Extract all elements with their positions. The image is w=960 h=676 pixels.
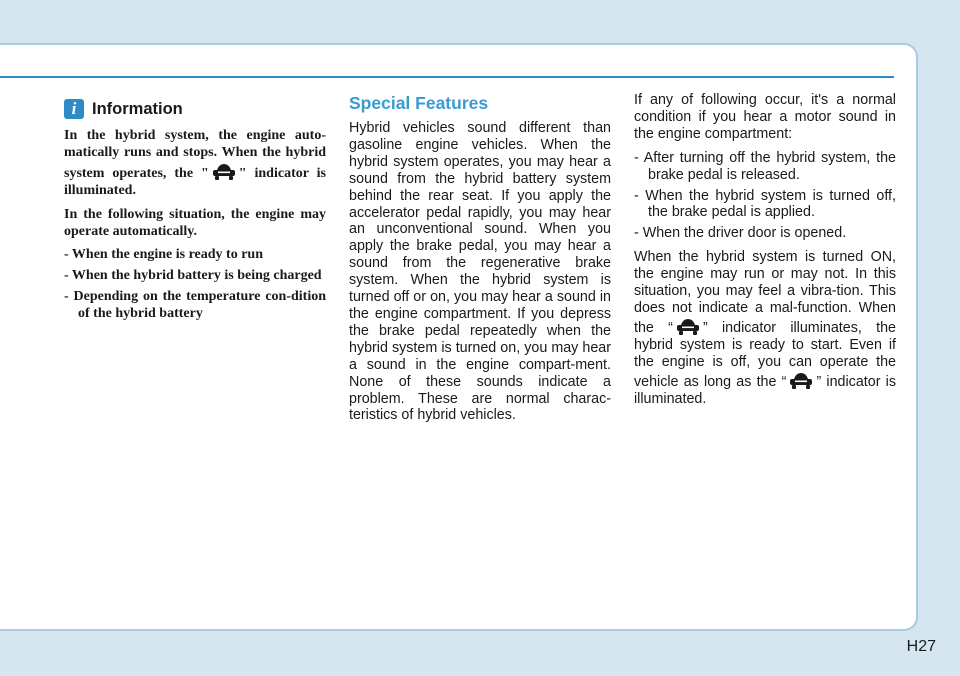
motor-sound-item: - When the driver door is opened. [634,225,847,242]
special-features-section [349,92,611,431]
info-p1-before: In the hybrid system, the engine auto-matically runs and stops. When the hybrid system operates, the " [64,128,326,181]
information-box [64,92,326,330]
motor-sound-list [634,150,896,243]
engine-run-paragraph [634,249,896,407]
info-icon: i [64,99,84,119]
info-list-item: - When the engine is ready to run [64,247,263,263]
motor-sound-item: - After turning off the hybrid system, the brake pedal is released. [634,149,896,183]
ready-indicator-icon [788,371,814,391]
motor-sound-intro: If any of following occur, it's a normal condition if you hear a motor sound in the engine compartment: [634,92,896,142]
section-title: Special Features [349,93,489,113]
engine-run-part-3: ” indicator is illuminated. [634,373,896,407]
info-list [64,247,326,323]
motor-sound-item: - When the hybrid system is turned off, the brake pedal is applied. [634,187,896,221]
engine-run-part-1: When the hybrid system is turned ON, the engine may run or may not. In this situation, you may feel a vibra-tion. This does not indicate a mal-function. When the “ [634,249,896,336]
page-number: H27 [906,638,936,655]
info-list-item: - When the hybrid battery is being charged [64,268,322,284]
engine-run-part-2: ” indicator illuminates, the hybrid system is ready to start. Even if the engine is off, you can operate the vehicle as long as the “ [634,319,897,390]
info-p1-after: " indicator is illuminated. [64,165,326,198]
info-paragraph-2: In the following situation, the engine may operate automatically. [64,206,326,239]
special-features-body: Hybrid vehicles sound different than gasoline engine vehicles. When the hybrid system operates, you may hear a sound from the hybrid battery system behind the rear seat. If you apply the accelerator pedal rapidly, you may hear an unconventional sound. When you apply the brake pedal, you may hear a sound from the regenerative brake system. When the hybrid system is turned off or on, you may hear a sound in the engine compartment. If you depress the brake pedal repeatedly when the hybrid system is turned on, you may hear a sound in the engine compart-ment. None of these sounds indicate a problem. These are normal charac-teristics of hybrid vehicles. [349,120,611,424]
info-paragraph-1 [64,128,326,200]
information-title: Information [92,99,183,118]
top-rule [0,76,894,78]
information-header [64,94,326,124]
ready-indicator-icon [211,162,237,182]
ready-indicator-icon [675,317,701,337]
info-list-item: - Depending on the temperature con-dition of the hybrid battery [64,289,326,322]
motor-sound-section [634,92,896,415]
